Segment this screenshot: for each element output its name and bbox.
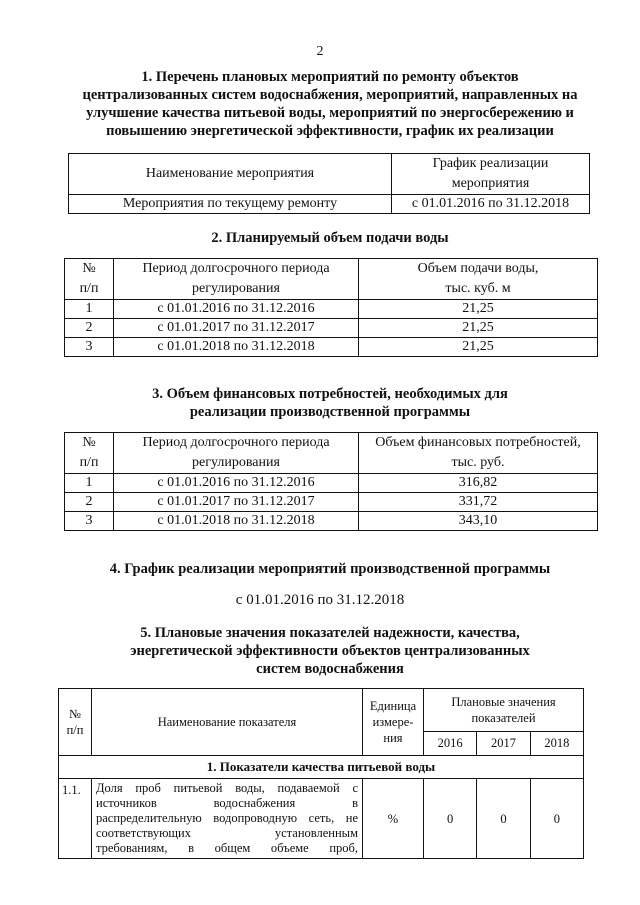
section1-title-line: повышению энергетической эффективности, график их реализации	[106, 123, 554, 139]
table-cell: 1	[65, 300, 114, 319]
header-line: Единица	[369, 699, 417, 713]
value-cell: 0	[424, 779, 477, 859]
section5-title-line: 5. Плановые значения показателей надежности, качества,	[140, 625, 520, 641]
year-header: 2016	[424, 731, 477, 755]
table-cell: с 01.01.2018 по 31.12.2018	[114, 512, 359, 531]
table-cell: 21,25	[359, 338, 598, 357]
header-line: показателей	[471, 710, 536, 725]
table-row	[65, 493, 598, 512]
table-cell: 3	[65, 338, 114, 357]
header-line: тыс. руб.	[451, 455, 505, 470]
table-cell: Мероприятия по текущему ремонту	[69, 195, 392, 214]
section1-title-line: улучшение качества питьевой воды, мероприятий по энергосбережению и	[86, 105, 574, 121]
header-line: п/п	[79, 455, 99, 470]
header-cell	[359, 259, 598, 300]
table-cell: с 01.01.2017 по 31.12.2017	[114, 493, 359, 512]
table-row	[65, 512, 598, 531]
indicator-name	[92, 779, 363, 859]
indicator-line: требованиям, в общем объеме проб,	[96, 841, 358, 855]
table-cell: 316,82	[359, 474, 598, 493]
header-line: измере-	[372, 715, 414, 729]
header-line: ния	[383, 731, 403, 745]
value-cell: 0	[477, 779, 530, 859]
table-header-row	[69, 154, 590, 195]
table-cell: 331,72	[359, 493, 598, 512]
section4-period: с 01.01.2016 по 31.12.2018	[235, 592, 405, 608]
section1-table	[68, 153, 590, 214]
table-header-row	[65, 259, 598, 300]
header-line: №	[69, 707, 81, 721]
header-line: №	[82, 261, 96, 276]
table-cell: с 01.01.2016 по 31.12.2016	[114, 474, 359, 493]
table-cell: 3	[65, 512, 114, 531]
table-group-row	[59, 756, 584, 779]
header-cell	[65, 433, 114, 474]
row-number: 1.1.	[59, 779, 92, 859]
header-cell	[114, 433, 359, 474]
group-title: 1. Показатели качества питьевой воды	[59, 756, 584, 779]
header-line: Период долгосрочного периода	[142, 261, 330, 276]
table-row	[65, 474, 598, 493]
indicator-line: Доля проб питьевой воды, подаваемой с	[96, 781, 358, 795]
header-line: п/п	[66, 723, 84, 737]
table-row	[65, 300, 598, 319]
table-header-row	[59, 689, 584, 732]
section5-title	[50, 624, 610, 678]
page-number: 2	[316, 44, 324, 59]
section5-title-line: энергетической эффективности объектов централизованных	[130, 643, 530, 659]
indicator-line: распределительную водопроводную сеть, не	[96, 811, 358, 825]
header-line: мероприятия	[451, 176, 530, 191]
table-cell: 21,25	[359, 300, 598, 319]
table-cell: 21,25	[359, 319, 598, 338]
table-cell: с 01.01.2018 по 31.12.2018	[114, 338, 359, 357]
table-cell: 2	[65, 493, 114, 512]
header-line: Объем подачи воды,	[417, 261, 539, 276]
section3-title-line: реализации производственной программы	[189, 404, 471, 420]
table-cell: с 01.01.2016 по 31.12.2018	[392, 195, 590, 214]
section1-title	[50, 68, 610, 140]
year-header: 2018	[530, 731, 583, 755]
table-row	[59, 779, 584, 859]
section3-title-line: 3. Объем финансовых потребностей, необходимых для	[152, 386, 508, 402]
section4-title: 4. График реализации мероприятий производственной программы	[109, 561, 551, 577]
table-cell: с 01.01.2017 по 31.12.2017	[114, 319, 359, 338]
header-line: Объем финансовых потребностей,	[375, 435, 581, 450]
header-line: регулирования	[192, 455, 280, 470]
header-cell	[359, 433, 598, 474]
table-header-row	[65, 433, 598, 474]
indicator-line: источников водоснабжения в	[96, 796, 358, 810]
header-line: График реализации	[432, 156, 549, 171]
table-cell: 1	[65, 474, 114, 493]
section1-title-line: централизованных систем водоснабжения, мероприятий, направленных на	[82, 87, 578, 103]
header-cell: Наименование показателя	[92, 689, 363, 756]
value-cell: 0	[530, 779, 583, 859]
section2-title: 2. Планируемый объем подачи воды	[211, 230, 449, 246]
year-header: 2017	[477, 731, 530, 755]
header-line: п/п	[79, 281, 99, 296]
table-row	[65, 338, 598, 357]
section5-table	[58, 688, 584, 859]
header-cell: Наименование мероприятия	[69, 154, 392, 195]
header-line: тыс. куб. м	[445, 281, 511, 296]
section2-table	[64, 258, 598, 357]
header-cell	[59, 689, 92, 756]
section3-table	[64, 432, 598, 531]
header-line: регулирования	[192, 281, 280, 296]
header-line: Период долгосрочного периода	[142, 435, 330, 450]
header-cell	[65, 259, 114, 300]
table-row	[65, 319, 598, 338]
header-cell	[392, 154, 590, 195]
section5-title-line: систем водоснабжения	[256, 661, 404, 677]
header-line: №	[82, 435, 96, 450]
table-cell: 2	[65, 319, 114, 338]
section1-title-line: 1. Перечень плановых мероприятий по ремонту объектов	[141, 69, 519, 85]
table-cell: 343,10	[359, 512, 598, 531]
section3-title	[50, 385, 610, 421]
header-cell	[424, 689, 584, 732]
header-cell	[114, 259, 359, 300]
header-line: Плановые значения	[451, 694, 556, 709]
table-cell: с 01.01.2016 по 31.12.2016	[114, 300, 359, 319]
unit-cell: %	[363, 779, 424, 859]
table-row	[69, 195, 590, 214]
header-cell	[363, 689, 424, 756]
indicator-line: соответствующих установленным	[96, 826, 358, 840]
